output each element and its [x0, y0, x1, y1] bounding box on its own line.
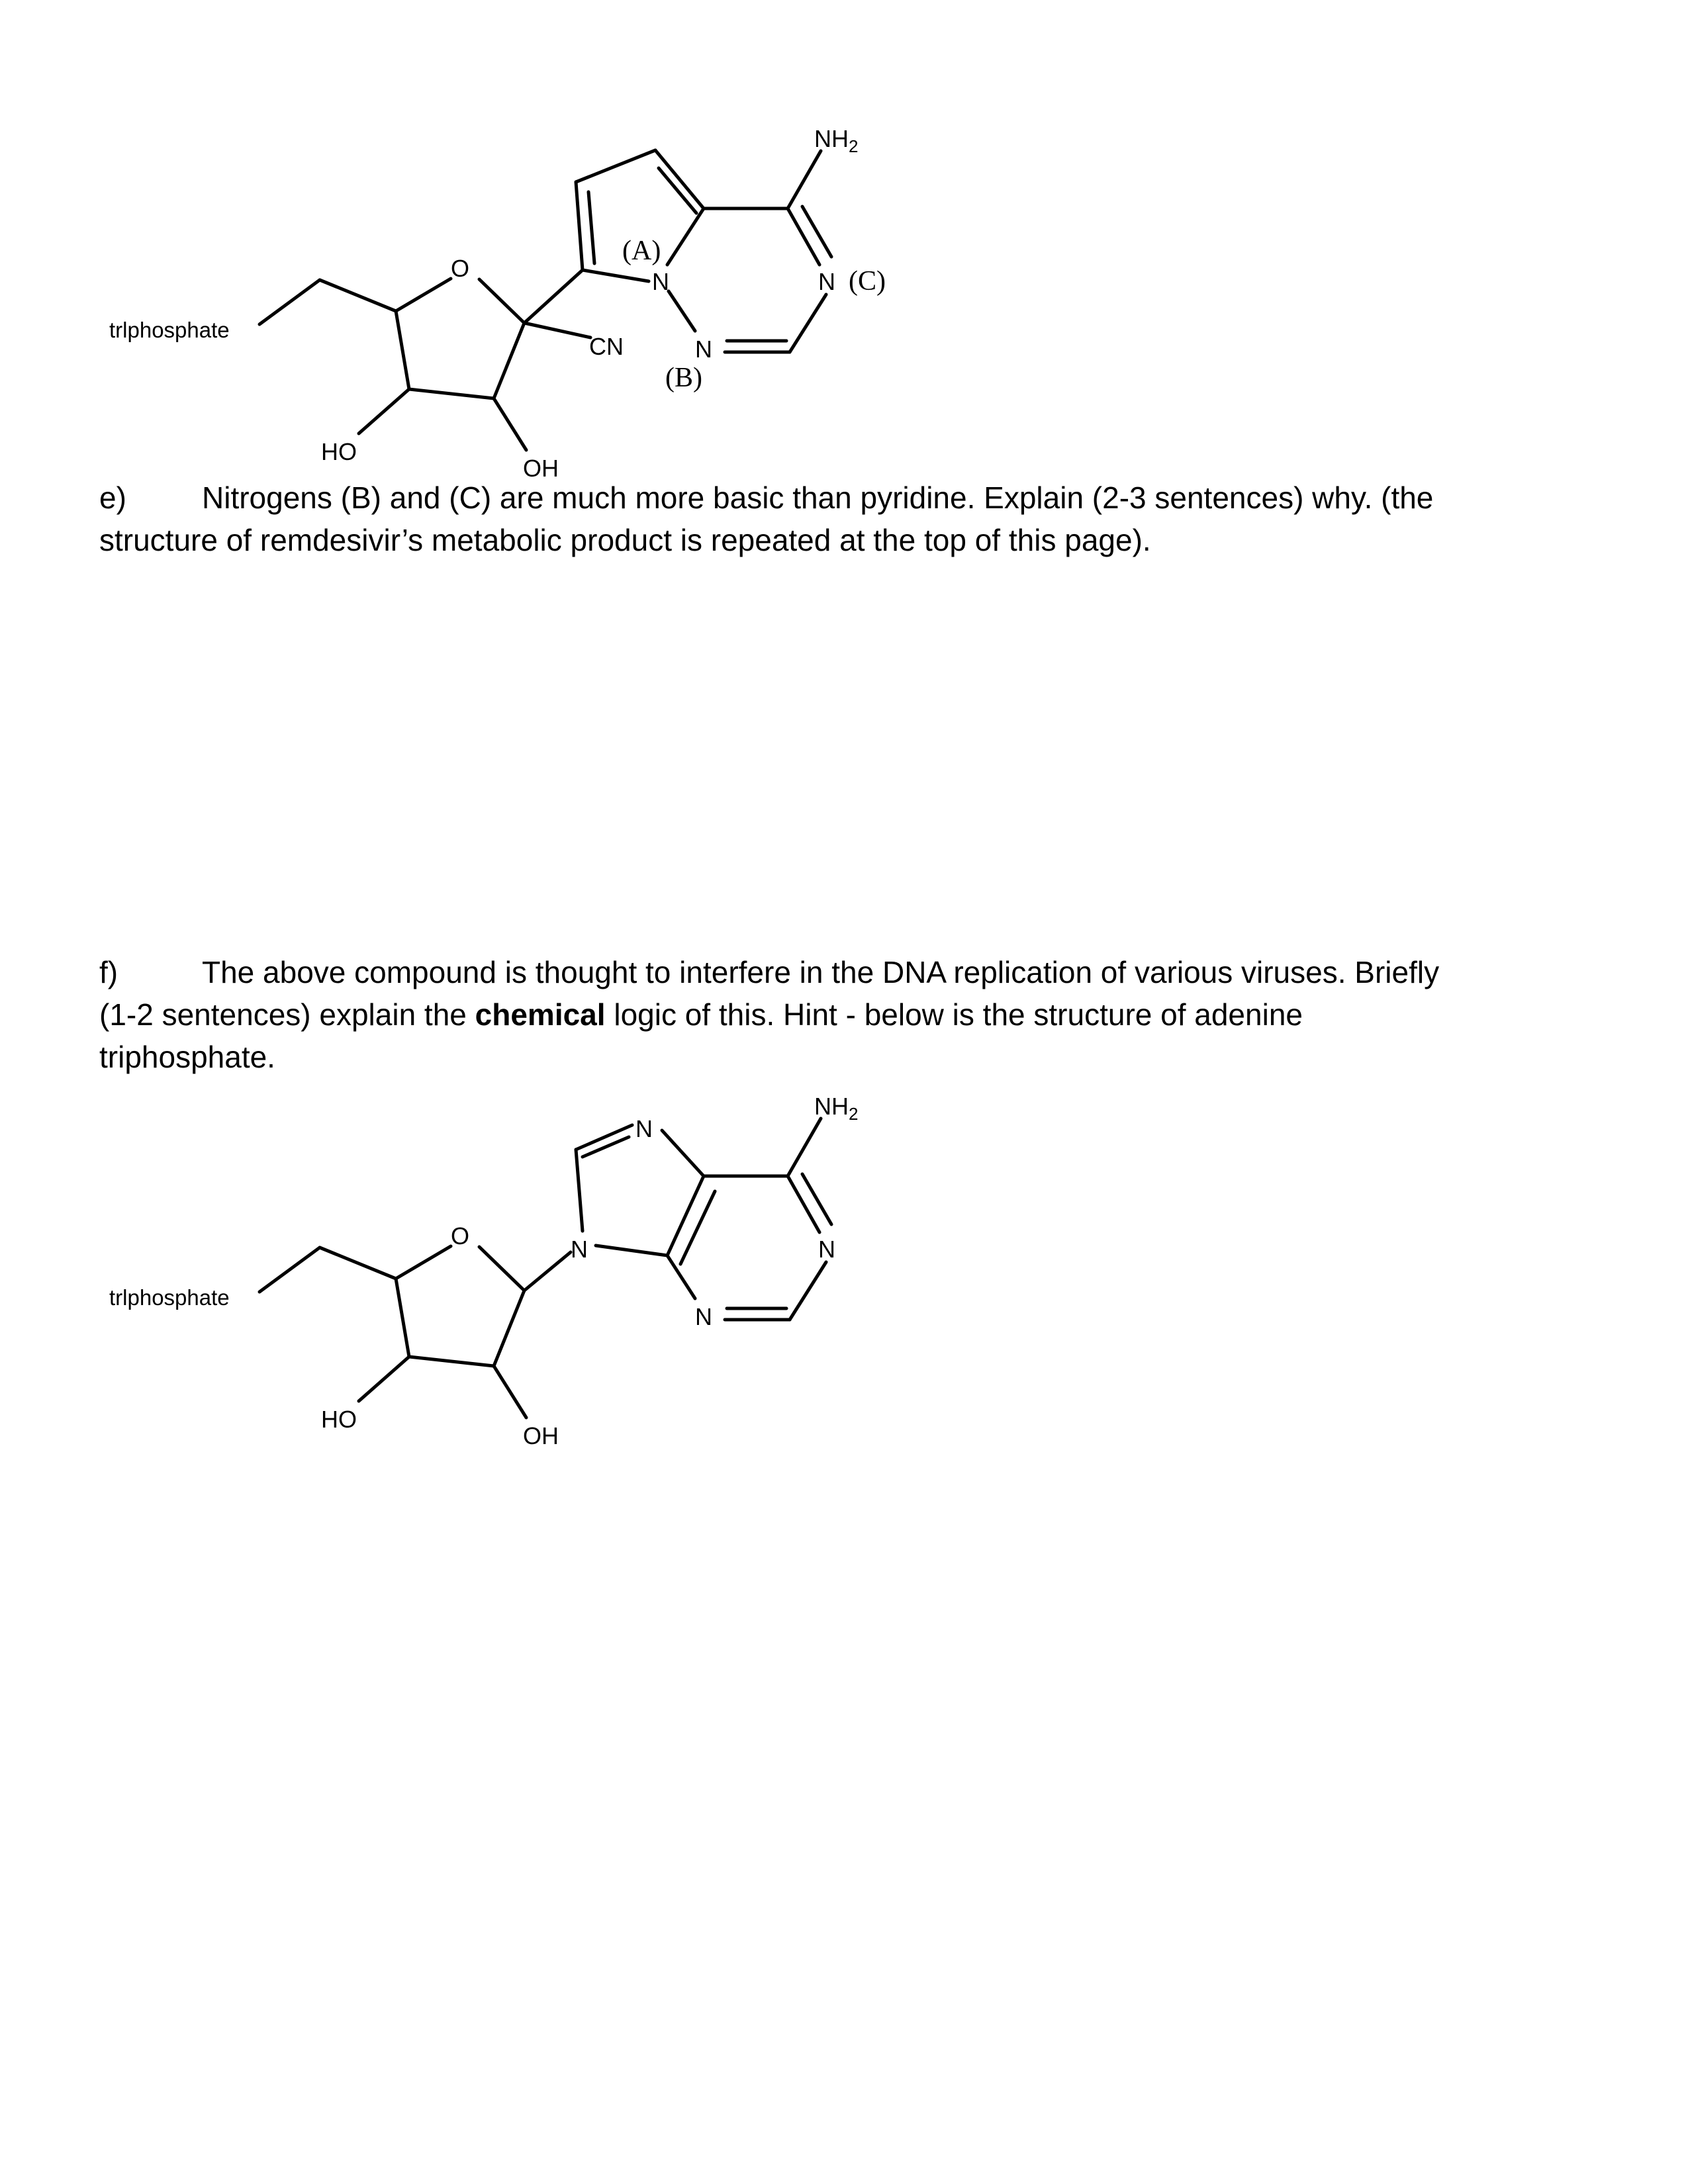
question-f	[99, 951, 1589, 1078]
adenine-n1-label: N	[818, 1236, 835, 1263]
tag-c-label: (C)	[849, 266, 886, 296]
adenine-nh2-subscript: 2	[849, 1104, 859, 1124]
question-e-letter: e)	[99, 480, 126, 515]
tag-a-label: (A)	[622, 236, 661, 266]
nitrogen-a-label: N	[652, 268, 669, 295]
nh2-label: $NH_2$	[814, 125, 859, 156]
adenine-triphosphate-label: trlphosphate	[109, 1285, 230, 1310]
adenine-n9-label: N	[571, 1236, 588, 1263]
nh2-subscript: 2	[849, 136, 859, 156]
question-f-text-line1: The above compound is thought to interfere in the DNA replication of various viruses. Briefly	[202, 955, 1440, 989]
nitrogen-b-label: N	[695, 336, 712, 363]
adenine-triphosphate-structure	[0, 1072, 1688, 1482]
ho-label: HO	[321, 438, 357, 465]
question-f-letter: f)	[99, 955, 118, 989]
adenine-n7-label: N	[635, 1115, 653, 1142]
adenine-oh-label: OH	[523, 1422, 559, 1449]
adenine-ho-label: HO	[321, 1406, 357, 1433]
question-e-text-line1: Nitrogens (B) and (C) are much more basic than pyridine. Explain (2-3 sentences) why. (the	[202, 480, 1434, 515]
question-f-line2	[99, 993, 1589, 1036]
question-f-text-line2a: (1-2 sentences) explain the	[99, 997, 475, 1032]
question-f-text-line2b: logic of this. Hint - below is the structure of adenine	[605, 997, 1303, 1032]
question-e	[99, 477, 1589, 561]
question-f-line1	[99, 951, 1589, 993]
nitrogen-c-label: N	[818, 268, 835, 295]
question-e-text-line2: structure of remdesivir’s metabolic product is repeated at the top of this page).	[99, 523, 1151, 557]
ring-oxygen-label: O	[451, 255, 470, 282]
oh-label: OH	[523, 455, 559, 482]
tag-b-label: (B)	[665, 363, 702, 393]
cn-label: CN	[589, 333, 624, 360]
question-f-text-line3: triphosphate.	[99, 1040, 275, 1074]
question-e-line1	[99, 477, 1589, 519]
triphosphate-label: trlphosphate	[109, 318, 230, 342]
question-f-bold-word: chemical	[475, 997, 606, 1032]
remdesivir-metabolite-structure	[0, 0, 1688, 503]
adenine-n3-label: N	[695, 1303, 712, 1330]
adenine-ring-oxygen-label: O	[451, 1222, 470, 1250]
adenine-nh2-label: $NH_2$	[814, 1093, 859, 1124]
